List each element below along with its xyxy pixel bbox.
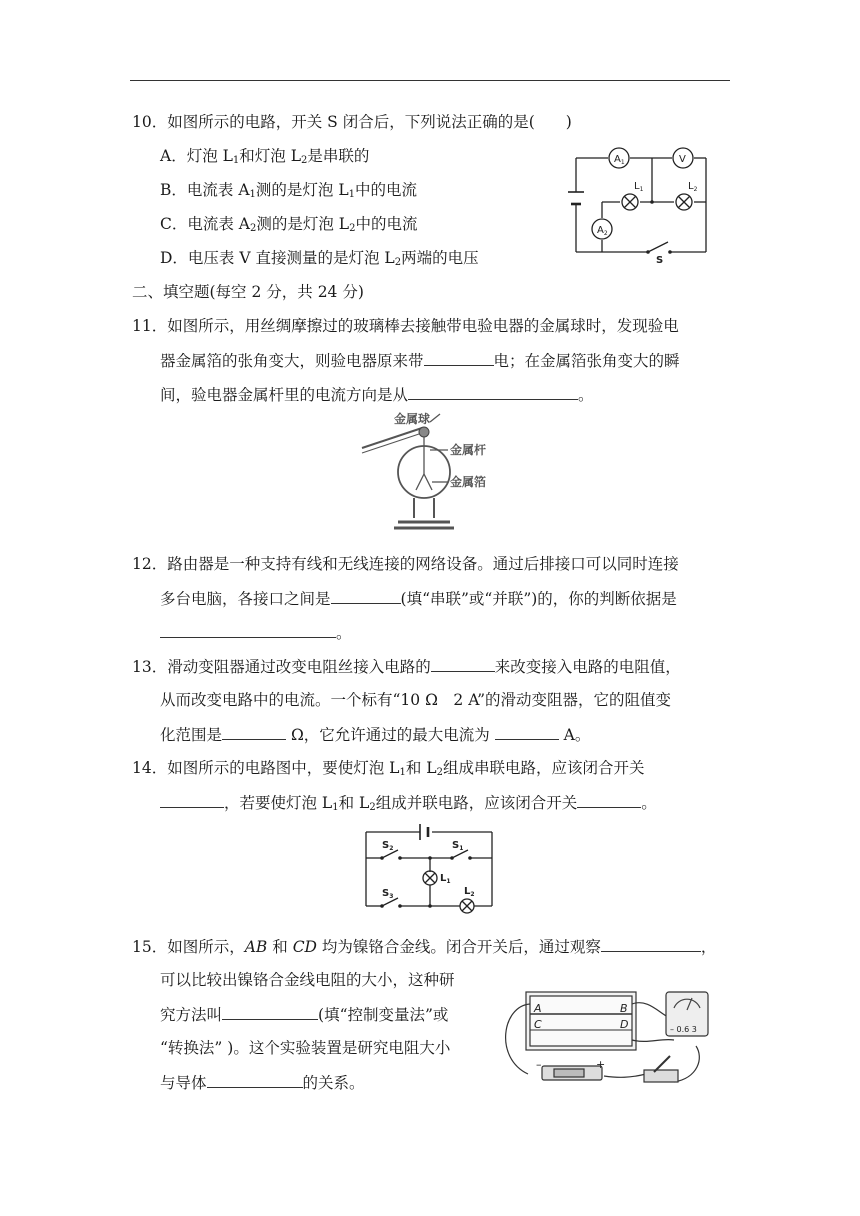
q10-a-text-3: 是串联的: [307, 147, 370, 165]
q12-blank-1[interactable]: [331, 588, 401, 604]
subscript: 2: [349, 223, 356, 234]
q10-a-text-1: A．灯泡 L: [160, 147, 233, 165]
electroscope-rod-label: 金属杆: [450, 443, 487, 457]
q14-fig-S3: $S_3$: [382, 888, 394, 900]
q15-text: 与导体: [160, 1074, 207, 1092]
q14-line-1: [132, 758, 644, 778]
q14-text: 组成串联电路，应该闭合开关: [442, 759, 645, 777]
q10-fig-L2: $L_2$: [688, 181, 698, 193]
q13-text: 化范围是: [160, 726, 223, 744]
q14-text: ，若要使灯泡 L: [224, 794, 333, 812]
q10-fig-L1: $L_1$: [634, 181, 644, 193]
subscript: 2: [436, 767, 443, 778]
q13-blank-3[interactable]: [495, 724, 559, 740]
q14-blank-1[interactable]: [160, 792, 224, 808]
q13-text: A。: [558, 726, 591, 744]
q10-stem: 10．如图所示的电路，开关 S 闭合后，下列说法正确的是( ): [132, 113, 572, 131]
q11-text: 。: [578, 386, 594, 404]
q10-c-text-3: 中的电流: [355, 215, 418, 233]
q13-text: 来改变接入电路的电阻值，: [494, 658, 681, 676]
q14-blank-2[interactable]: [577, 792, 641, 808]
q11-blank-1[interactable]: [424, 350, 494, 366]
section-fill-in-title: 二、填空题(每空 2 分，共 24 分): [132, 283, 364, 301]
q10-fig-S: S: [656, 255, 664, 266]
q12-text: (填“串联”或“并联”)的，你的判断依据是: [400, 590, 677, 608]
q12-line-1: 12．路由器是一种支持有线和无线连接的网络设备。通过后排接口可以同时连接: [132, 555, 679, 573]
q10-b-text-3: 中的电流: [355, 181, 418, 199]
q15-fig-C: C: [534, 1018, 542, 1031]
q15-blank-1[interactable]: [601, 936, 701, 952]
q12-line-3: [160, 622, 352, 643]
q15-blank-2[interactable]: [222, 1004, 318, 1020]
q15-line-1: [132, 936, 716, 957]
q14-fig-S1: $S_1$: [452, 840, 464, 852]
subscript: 1: [249, 189, 256, 200]
q13-line-1: [132, 656, 681, 677]
q13-text: 13．滑动变阻器通过改变电阻丝接入电路的: [132, 658, 431, 676]
q10-option-a[interactable]: [160, 146, 369, 166]
q12-text: 多台电脑，各接口之间是: [160, 590, 331, 608]
q10-option-d[interactable]: [160, 248, 479, 268]
q13-line-2: 从而改变电路中的电流。一个标有“10 Ω 2 A”的滑动变阻器，它的阻值变: [160, 691, 672, 709]
q10-a-text-2: 和灯泡 L: [239, 147, 302, 165]
subscript: 1: [332, 802, 339, 813]
q15-text: 15．如图所示，: [132, 938, 245, 956]
q12-blank-2[interactable]: [160, 622, 336, 638]
q12-text: 。: [336, 624, 352, 642]
subscript: 1: [232, 155, 240, 166]
electroscope-figure: [358, 410, 518, 538]
q14-circuit-figure: [360, 818, 500, 914]
q10-fig-A1: $A_1$: [614, 154, 625, 166]
q10-d-text-2: 两端的电压: [401, 249, 479, 267]
q15-blank-3[interactable]: [207, 1072, 303, 1088]
q15-fig-battery-plus: +: [596, 1058, 606, 1071]
q14-fig-S2: $S_2$: [382, 840, 394, 852]
q14-text: 。: [641, 794, 657, 812]
top-rule: [130, 80, 730, 81]
q15-line-4: “转换法” )。这个实验装置是研究电阻大小: [160, 1039, 451, 1057]
q14-line-2: [160, 792, 657, 813]
q10-option-b[interactable]: [160, 180, 417, 200]
q10-fig-A2: $A_2$: [597, 225, 608, 237]
q10-fig-V: V: [679, 154, 686, 165]
q10-c-text-1: C．电流表 A: [160, 215, 250, 233]
q11-text: 器金属箔的张角变大，则验电器原来带: [160, 352, 424, 370]
subscript: 1: [399, 767, 406, 778]
q14-text: 和 L: [338, 794, 370, 812]
q15-text: ，: [700, 938, 717, 956]
q14-fig-L1: $L_1$: [440, 873, 451, 885]
q11-text: 间，验电器金属杆里的电流方向是从: [160, 386, 409, 404]
subscript: 1: [348, 189, 355, 200]
q10-d-text-1: D．电压表 V 直接测量的是灯泡 L: [160, 249, 395, 267]
q15-text: 均为镍铬合金线。闭合开关后，通过观察: [316, 938, 601, 956]
q10-circuit-figure: [560, 142, 720, 267]
q13-blank-1[interactable]: [431, 656, 495, 672]
q15-text: 的关系。: [302, 1074, 365, 1092]
subscript: 2: [369, 802, 376, 813]
q15-line-2: 可以比较出镍铬合金线电阻的大小，这种研: [160, 971, 455, 989]
q13-line-3: [160, 724, 590, 745]
electroscope-ball-label: 金属球: [394, 412, 431, 426]
q11-line-1: 11．如图所示，用丝绸摩擦过的玻璃棒去接触带电验电器的金属球时，发现验电: [132, 317, 679, 335]
q10-b-text-2: 测的是灯泡 L: [255, 181, 349, 199]
q13-blank-2[interactable]: [222, 724, 286, 740]
q11-line-3: [160, 384, 594, 405]
q15-text: 和: [267, 938, 293, 956]
q14-text: 组成并联电路，应该闭合开关: [375, 794, 578, 812]
q15-text: (填“控制变量法”或: [318, 1006, 449, 1024]
q15-wire-ab: AB: [244, 938, 268, 956]
q15-fig-B: B: [620, 1002, 628, 1015]
q11-blank-2[interactable]: [408, 384, 578, 400]
q10-option-c[interactable]: [160, 214, 417, 234]
q13-text: Ω，它允许通过的最大电流为: [286, 726, 495, 744]
q15-line-5: [160, 1072, 365, 1093]
q15-apparatus-figure: [498, 978, 718, 1090]
q14-text: 14．如图所示的电路图中，要使灯泡 L: [132, 759, 400, 777]
q12-line-2: [160, 588, 677, 609]
q14-text: 和 L: [405, 759, 437, 777]
q11-text: 电；在金属箔张角变大的瞬: [493, 352, 680, 370]
q15-wire-cd: CD: [292, 938, 317, 956]
q15-fig-D: D: [620, 1018, 629, 1031]
subscript: 2: [249, 223, 257, 234]
q15-line-3: [160, 1004, 448, 1025]
q14-fig-L2: $L_2$: [464, 886, 475, 898]
q15-text: 究方法叫: [160, 1006, 223, 1024]
q11-line-2: [160, 350, 680, 371]
q15-fig-A: A: [534, 1002, 542, 1015]
subscript: 2: [394, 257, 402, 268]
electroscope-foil-label: 金属箔: [450, 475, 487, 489]
subscript: 2: [301, 155, 308, 166]
q10-b-text-1: B．电流表 A: [160, 181, 250, 199]
q15-fig-meter-scale: – 0.6 3: [670, 1025, 697, 1034]
q15-fig-battery-minus: –: [536, 1058, 542, 1071]
q10-c-text-2: 测的是灯泡 L: [256, 215, 350, 233]
